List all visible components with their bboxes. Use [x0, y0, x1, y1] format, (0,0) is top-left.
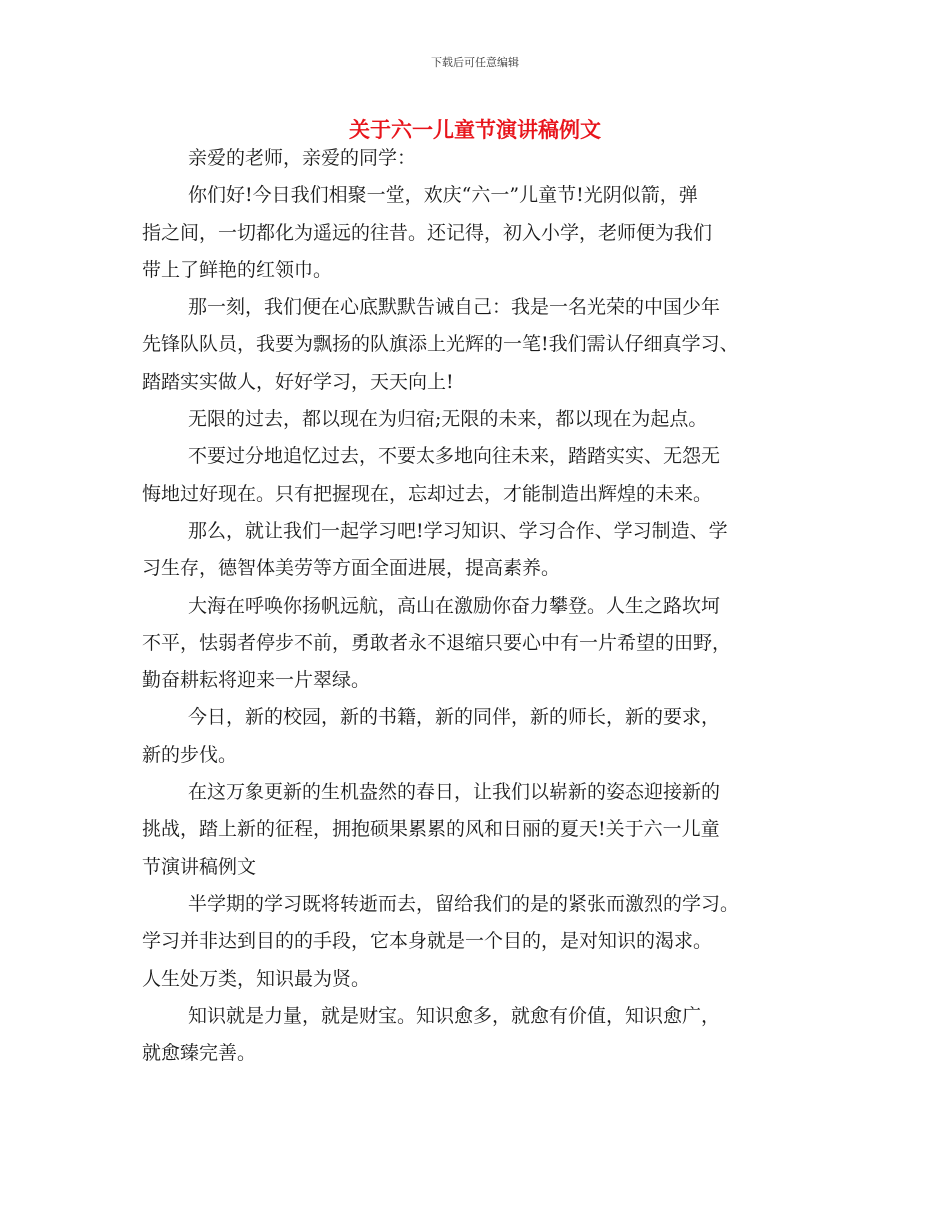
- body-line: 学习并非达到目的的手段，它本身就是一个目的，是对知识的渴求。: [142, 930, 713, 953]
- body-line: 新的步伐。: [142, 743, 238, 766]
- body-line: 勤奋耕耘将迎来一片翠绿。: [142, 669, 371, 692]
- body-line: 半学期的学习既将转逝而去，留给我们的是的紧张而激烈的学习。: [188, 892, 740, 915]
- body-line: 今日，新的校园，新的书籍，新的同伴，新的师长，新的要求，: [188, 706, 721, 729]
- body-line: 不要过分地追忆过去，不要太多地向往未来，踏踏实实、无怨无: [188, 445, 721, 468]
- body-line: 人生处万类，知识最为贤。: [142, 967, 371, 990]
- header-note: 下载后可任意编辑: [431, 56, 519, 69]
- body-line: 踏踏实实做人，好好学习，天天向上!: [142, 370, 454, 393]
- body-line: 亲爱的老师，亲爱的同学：: [188, 147, 417, 169]
- body-line: 悔地过好现在。只有把握现在，忘却过去，才能制造出辉煌的未来。: [142, 482, 713, 505]
- body-line: 那么，就让我们一起学习吧!学习知识、学习合作、学习制造、学: [188, 519, 728, 542]
- body-line: 挑战，踏上新的征程，拥抱硕果累累的风和日丽的夏天!关于六一儿童: [142, 818, 720, 841]
- body-line: 先锋队队员，我要为飘扬的队旗添上光辉的一笔!我们需认仔细真学习、: [142, 333, 739, 356]
- body-line: 不平，怯弱者停步不前，勇敢者永不退缩只要心中有一片希望的田野，: [142, 631, 732, 654]
- document-title: 关于六一儿童节演讲稿例文: [349, 118, 601, 142]
- body-line: 知识就是力量，就是财宝。知识愈多，就愈有价值，知识愈广，: [188, 1004, 721, 1027]
- body-line: 你们好!今日我们相聚一堂，欢庆“六一”儿童节!光阴似箭，弹: [188, 184, 698, 207]
- body-line: 节演讲稿例文: [142, 855, 257, 878]
- body-line: 习生存，德智体美劳等方面全面进展，提高素养。: [142, 557, 561, 580]
- body-line: 在这万象更新的生机盎然的春日，让我们以崭新的姿态迎接新的: [188, 781, 721, 804]
- body-line: 就愈臻完善。: [142, 1042, 257, 1065]
- body-line: 大海在呼唤你扬帆远航，高山在激励你奋力攀登。人生之路坎坷: [188, 594, 721, 617]
- document-body: [142, 140, 832, 1072]
- body-line: 那一刻，我们便在心底默默告诫自己：我是一名光荣的中国少年: [188, 296, 721, 319]
- body-line: 无限的过去，都以现在为归宿;无限的未来，都以现在为起点。: [188, 408, 708, 431]
- body-line: 带上了鲜艳的红领巾。: [142, 258, 333, 281]
- body-line: 指之间，一切都化为遥远的往昔。还记得，初入小学，老师便为我们: [142, 221, 713, 244]
